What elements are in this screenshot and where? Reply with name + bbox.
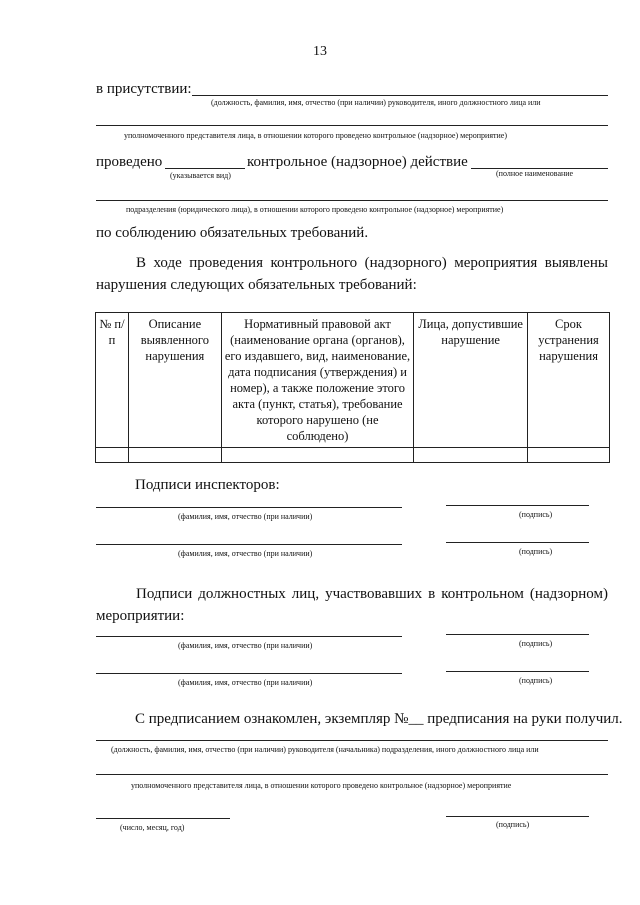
acquainted-line-2: [96, 774, 608, 775]
action-caption-name: (полное наименование: [496, 169, 574, 178]
official-2-name-line: [96, 673, 402, 674]
official-1-name-line: [96, 636, 402, 637]
acquainted-line-1: [96, 740, 608, 741]
presence-caption-2: уполномоченного представителя лица, в отношении которого проведено контрольное (надзорное) мероприятие): [124, 131, 507, 140]
action-caption-dept: подразделения (юридического лица), в отношении которого проведено контрольное (надзорное) мероприятие): [126, 205, 504, 214]
acquainted-sign-line: [446, 816, 589, 817]
officials-title: Подписи должностных лиц, участвовавших в контрольном (надзорном) мероприятии:: [96, 586, 608, 624]
inspector-2-caption-sign: (подпись): [519, 547, 553, 556]
table-header-cell: Описание выявленного нарушения: [128, 313, 221, 448]
official-2-caption-sign: (подпись): [519, 676, 553, 685]
table-row: [96, 448, 610, 463]
table-header-cell: Лица, допустившие нарушение: [414, 313, 528, 448]
official-1-sign-line: [446, 634, 589, 635]
inspectors-title: Подписи инспекторов:: [135, 477, 280, 493]
table-cell: [414, 448, 528, 463]
table-header-row: [96, 313, 610, 448]
table-header-cell: Срок устранения нарушения: [528, 313, 610, 448]
date-caption: (число, месяц, год): [120, 823, 185, 832]
acquainted-caption-2: уполномоченного представителя лица, в отношении которого проведено контрольное (надзорное) мероприятие: [131, 781, 512, 790]
inspector-2-caption-name: (фамилия, имя, отчество (при наличии): [178, 549, 313, 558]
table-cell: [128, 448, 221, 463]
violations-table: [95, 312, 610, 463]
table-cell: [528, 448, 610, 463]
date-line: [96, 818, 230, 819]
inspector-1-sign-line: [446, 505, 589, 506]
acquainted-text: С предписанием ознакомлен, экземпляр №__ предписания на руки получил.: [135, 711, 623, 727]
table-header-cell: Нормативный правовой акт (наименование органа (органов), его издавшего, вид, наименование, дата подписания (утверждения) и номер), а также положение этого акта (пункт, статья), требование которого нарушено (не соблюдено): [221, 313, 413, 448]
table-header-cell: № п/п: [96, 313, 129, 448]
presence-line-2: [96, 125, 608, 126]
acquainted-caption-1: (должность, фамилия, имя, отчество (при наличии) руководителя (начальника) подразделения, иного должностного лица или: [111, 745, 539, 754]
inspector-2-sign-line: [446, 542, 589, 543]
presence-line: [192, 95, 608, 96]
inspector-1-caption-name: (фамилия, имя, отчество (при наличии): [178, 512, 313, 521]
compliance-text: по соблюдению обязательных требований.: [96, 225, 369, 241]
action-label-2: контрольное (надзорное) действие: [247, 154, 468, 170]
official-1-caption-name: (фамилия, имя, отчество (при наличии): [178, 641, 313, 650]
official-1-caption-sign: (подпись): [519, 639, 553, 648]
action-caption-kind: (указывается вид): [170, 171, 231, 180]
violations-intro: В ходе проведения контрольного (надзорного) мероприятия выявлены нарушения следующих обязательных требований:: [96, 255, 608, 293]
page-number: 13: [313, 44, 327, 59]
official-2-caption-name: (фамилия, имя, отчество (при наличии): [178, 678, 313, 687]
presence-label: в присутствии:: [96, 81, 192, 97]
inspector-1-caption-sign: (подпись): [519, 510, 553, 519]
official-2-sign-line: [446, 671, 589, 672]
table-cell: [221, 448, 413, 463]
inspector-1-name-line: [96, 507, 402, 508]
action-label-1: проведено: [96, 154, 163, 170]
action-dept-line: [96, 200, 608, 201]
inspector-2-name-line: [96, 544, 402, 545]
presence-caption-1: (должность, фамилия, имя, отчество (при наличии) руководителя, иного должностного лица или: [211, 98, 541, 107]
acquainted-caption-sign: (подпись): [496, 820, 530, 829]
action-kind-line: [165, 168, 245, 169]
table-cell: [96, 448, 129, 463]
